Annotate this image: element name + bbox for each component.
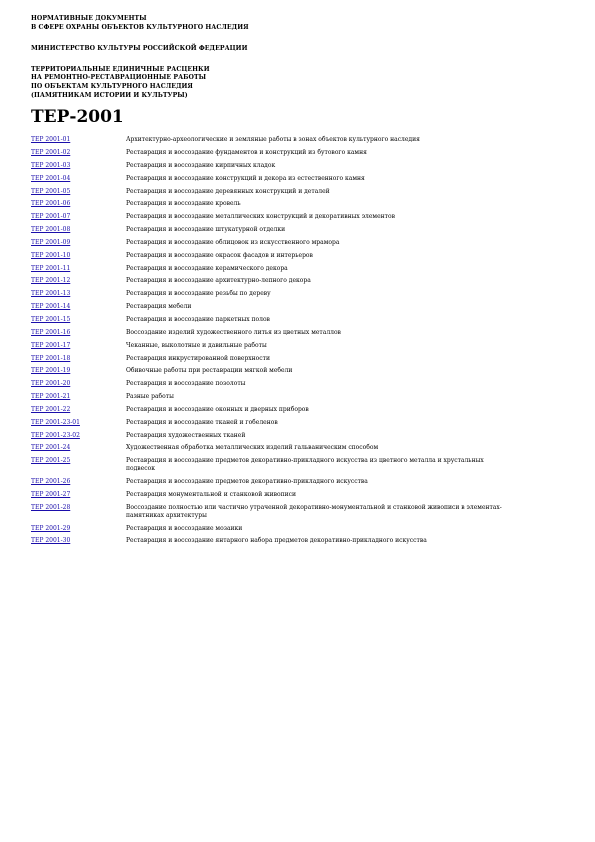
list-item [31,265,571,273]
list-item [31,478,571,486]
list-item [31,277,571,285]
document-link[interactable]: ТЕР 2001-29 [31,524,71,532]
document-description: Реставрация и воссоздание кирпичных кладок [126,161,276,169]
document-link[interactable]: ТЕР 2001-05 [31,187,71,195]
document-link[interactable]: ТЕР 2001-03 [31,161,71,169]
list-item [31,239,571,247]
document-link[interactable]: ТЕР 2001-23-02 [31,431,80,439]
list-item [31,432,571,440]
page-title: ТЕР-2001 [31,107,124,128]
document-header [31,15,571,100]
document-description: Реставрация и воссоздание резьбы по дереву [126,290,271,298]
document-description: Реставрация и воссоздание металлических конструкций и декоративных элементов [126,213,395,221]
document-link[interactable]: ТЕР 2001-06 [31,200,71,208]
document-description: Реставрация и воссоздание позолоты [126,380,246,388]
document-description: Художественная обработка металлических изделий гальваническим способом [126,444,379,452]
document-description: Реставрация и воссоздание архитектурно-лепного декора [126,277,311,285]
list-item [31,329,571,337]
document-link[interactable]: ТЕР 2001-14 [31,303,71,311]
document-description: Воссоздание полностью или частично утраченной декоративно-монументальной и станковой живописи в элементах-памятниках архитектуры [126,503,502,519]
document-link[interactable]: ТЕР 2001-25 [31,457,71,465]
subtitle-line-1: ТЕРРИТОРИАЛЬНЫЕ ЕДИНИЧНЫЕ РАСЦЕНКИ [31,65,210,73]
list-item [31,419,571,427]
document-list [31,136,571,545]
document-link[interactable]: ТЕР 2001-19 [31,367,71,375]
document-description: Реставрация и воссоздание окрасок фасадов и интерьеров [126,251,313,259]
document-page [31,15,571,550]
document-description: Реставрация и воссоздание тканей и гобеленов [126,418,278,426]
list-item [31,175,571,183]
document-link[interactable]: ТЕР 2001-23-01 [31,418,80,426]
list-item [31,504,571,520]
document-link[interactable]: ТЕР 2001-13 [31,290,71,298]
document-link[interactable]: ТЕР 2001-01 [31,136,71,144]
document-link[interactable]: ТЕР 2001-20 [31,380,71,388]
header-line-1: НОРМАТИВНЫЕ ДОКУМЕНТЫ [31,15,147,22]
document-link[interactable]: ТЕР 2001-15 [31,315,71,323]
document-link[interactable]: ТЕР 2001-22 [31,405,71,413]
document-link[interactable]: ТЕР 2001-07 [31,213,71,221]
document-link[interactable]: ТЕР 2001-28 [31,503,71,511]
document-description: Реставрация мебели [126,303,192,311]
list-item [31,290,571,298]
list-item [31,491,571,499]
document-description: Реставрация и воссоздание предметов декоративно-прикладного искусства из цветного металла и хрустальных подвесок [126,457,484,473]
document-link[interactable]: ТЕР 2001-16 [31,328,71,336]
list-item [31,188,571,196]
list-item [31,537,571,545]
list-item [31,380,571,388]
document-link[interactable]: ТЕР 2001-26 [31,478,71,486]
document-description: Реставрация и воссоздание конструкций и декора из естественного камня [126,174,365,182]
list-item [31,226,571,234]
list-item [31,303,571,311]
list-item [31,444,571,452]
document-link[interactable]: ТЕР 2001-18 [31,354,71,362]
list-item [31,367,571,375]
document-description: Реставрация и воссоздание деревянных конструкций и деталей [126,187,330,195]
document-link[interactable]: ТЕР 2001-27 [31,490,71,498]
document-link[interactable]: ТЕР 2001-21 [31,393,71,401]
document-description: Реставрация и воссоздание штукатурной отделки [126,226,286,234]
document-description: Реставрация и воссоздание янтарного набора предметов декоративно-прикладного искусства [126,537,427,545]
document-link[interactable]: ТЕР 2001-24 [31,444,71,452]
subtitle-line-3: ПО ОБЪЕКТАМ КУЛЬТУРНОГО НАСЛЕДИЯ [31,82,193,90]
document-description: Обивочные работы при реставрации мягкой мебели [126,367,293,375]
list-item [31,457,571,473]
document-link[interactable]: ТЕР 2001-30 [31,537,71,545]
list-item [31,200,571,208]
list-item [31,162,571,170]
document-link[interactable]: ТЕР 2001-04 [31,174,71,182]
header-line-2: В СФЕРЕ ОХРАНЫ ОБЪЕКТОВ КУЛЬТУРНОГО НАСЛЕДИЯ [31,23,249,31]
list-item [31,252,571,260]
document-description: Разные работы [126,393,174,401]
document-link[interactable]: ТЕР 2001-10 [31,251,71,259]
document-description: Воссоздание изделий художественного литья из цветных металлов [126,328,341,336]
document-description: Реставрация и воссоздание кровель [126,200,241,208]
document-link[interactable]: ТЕР 2001-09 [31,238,71,246]
document-description: Реставрация и воссоздание оконных и дверных приборов [126,405,309,413]
list-item [31,136,571,144]
document-description: Реставрация и воссоздание предметов декоративно-прикладного искусства [126,478,368,486]
document-link[interactable]: ТЕР 2001-17 [31,341,71,349]
document-description: Реставрация и воссоздание фундаментов и конструкций из бутового камня [126,149,367,156]
document-description: Архитектурно-археологические и земляные работы в зонах объектов культурного наследия [126,136,420,144]
document-description: Чеканные, выколотные и давильные работы [126,341,267,349]
document-description: Реставрация инкрустированной поверхности [126,354,270,362]
list-item [31,525,571,533]
document-description: Реставрация и воссоздание облицовок из искусственного мрамора [126,238,340,246]
document-description: Реставрация монументальной и станковой живописи [126,490,296,498]
document-description: Реставрация и воссоздание паркетных полов [126,315,270,323]
list-item [31,406,571,414]
document-link[interactable]: ТЕР 2001-11 [31,264,71,272]
list-item [31,355,571,363]
document-link[interactable]: ТЕР 2001-02 [31,149,71,156]
list-item [31,316,571,324]
document-description: Реставрация и воссоздание керамического декора [126,264,288,272]
list-item [31,149,571,157]
document-description: Реставрация и воссоздание мозаики [126,524,243,532]
list-item [31,393,571,401]
subtitle-line-2: НА РЕМОНТНО-РЕСТАВРАЦИОННЫЕ РАБОТЫ [31,74,207,82]
document-link[interactable]: ТЕР 2001-12 [31,277,71,285]
ministry-name: МИНИСТЕРСТВО КУЛЬТУРЫ РОССИЙСКОЙ ФЕДЕРАЦИИ [31,45,248,53]
document-description: Реставрация художественных тканей [126,431,246,439]
subtitle-line-4: (ПАМЯТНИКАМ ИСТОРИИ И КУЛЬТУРЫ) [31,91,188,99]
list-item [31,342,571,350]
list-item [31,213,571,221]
document-link[interactable]: ТЕР 2001-08 [31,226,71,234]
